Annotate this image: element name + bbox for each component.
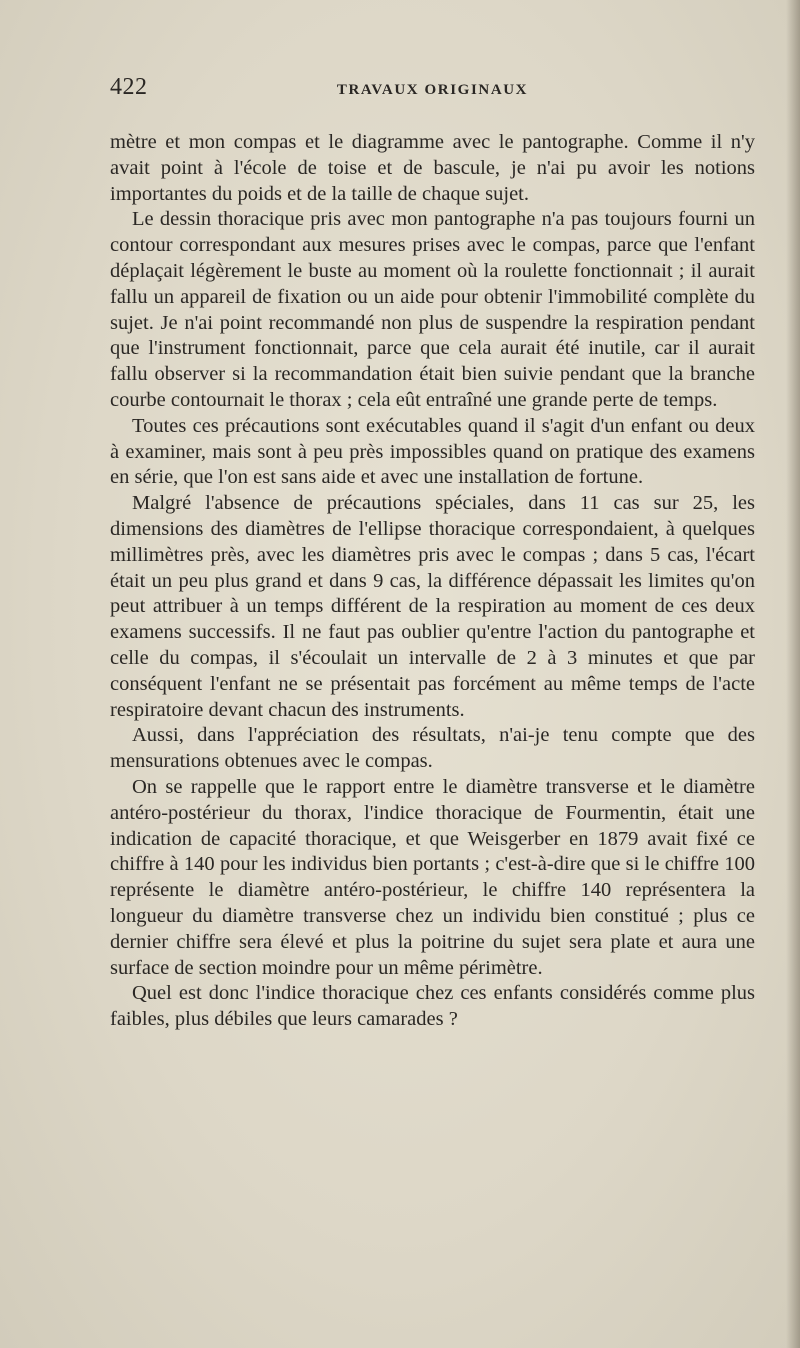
paragraph-5: Aussi, dans l'appréciation des résultats, n'ai-je tenu compte que des mensurations obtenues avec le compas.	[110, 724, 755, 773]
paragraph-6: On se rappelle que le rapport entre le diamètre transverse et le diamètre antéro-postérieur du thorax, l'indice thoracique de Fourmentin, était une indication de capacité thoracique, et que Weisgerber en 1879 avait fixé ce chiffre à 140 pour les individus bien portants ; c'est-à-dire que si le chiffre 100 représente le diamètre antéro-postérieur, le chiffre 140 représentera la longueur du diamètre transverse chez un individu bien constitué ; plus ce dernier chiffre sera élevé et plus la poitrine du sujet sera plate et aura une surface de section moindre pour un même périmètre.	[110, 775, 755, 979]
page-edge-shadow	[786, 0, 800, 1348]
paragraph-1: mètre et mon compas et le diagramme avec le pantographe. Comme il n'y avait point à l'école de toise et de bascule, je n'ai pu avoir les notions importantes du poids et de la taille de chaque sujet.	[110, 131, 755, 205]
running-title: TRAVAUX ORIGINAUX	[336, 82, 529, 98]
paragraph-3: Toutes ces précautions sont exécutables quand il s'agit d'un enfant ou deux à examiner, mais sont à peu près impossibles quand on pratique des examens en série, que l'on est sans aide et avec une installation de fortune.	[110, 414, 755, 489]
body-text	[110, 130, 755, 1033]
page-header	[110, 74, 755, 108]
paragraph-7: Quel est donc l'indice thoracique chez ces enfants considérés comme plus faibles, plus débiles que leurs camarades ?	[110, 982, 755, 1031]
paragraph-4: Malgré l'absence de précautions spéciales, dans 11 cas sur 25, les dimensions des diamètres de l'ellipse thoracique correspondaient, à quelques millimètres près, avec les diamètres pris avec le compas ; dans 5 cas, l'écart était un peu plus grand et dans 9 cas, la différence dépassait les limites qu'on peut attribuer à un temps différent de la respiration au moment de ces deux examens successifs. Il ne faut pas oublier qu'entre l'action du pantographe et celle du compas, il s'écoulait un intervalle de 2 à 3 minutes et que par conséquent l'enfant ne se présentait pas forcément au même temps de l'acte respiratoire devant chacun des instruments.	[110, 492, 755, 721]
page-number: 422	[110, 74, 148, 100]
paragraph-2: Le dessin thoracique pris avec mon pantographe n'a pas toujours fourni un contour correspondant aux mesures prises avec le compas, parce que l'enfant déplaçait légèrement le buste au moment où la roulette fonctionnait ; il aurait fallu un appareil de fixation ou un aide pour obtenir l'immobilité complète du sujet. Je n'ai point recommandé non plus de suspendre la respiration pendant que l'instrument fonctionnait, parce que cela aurait été inutile, car il aurait fallu observer si la recommandation était bien suivie pendant que la branche courbe contournait le thorax ; cela eût entraîné une grande perte de temps.	[110, 208, 755, 411]
